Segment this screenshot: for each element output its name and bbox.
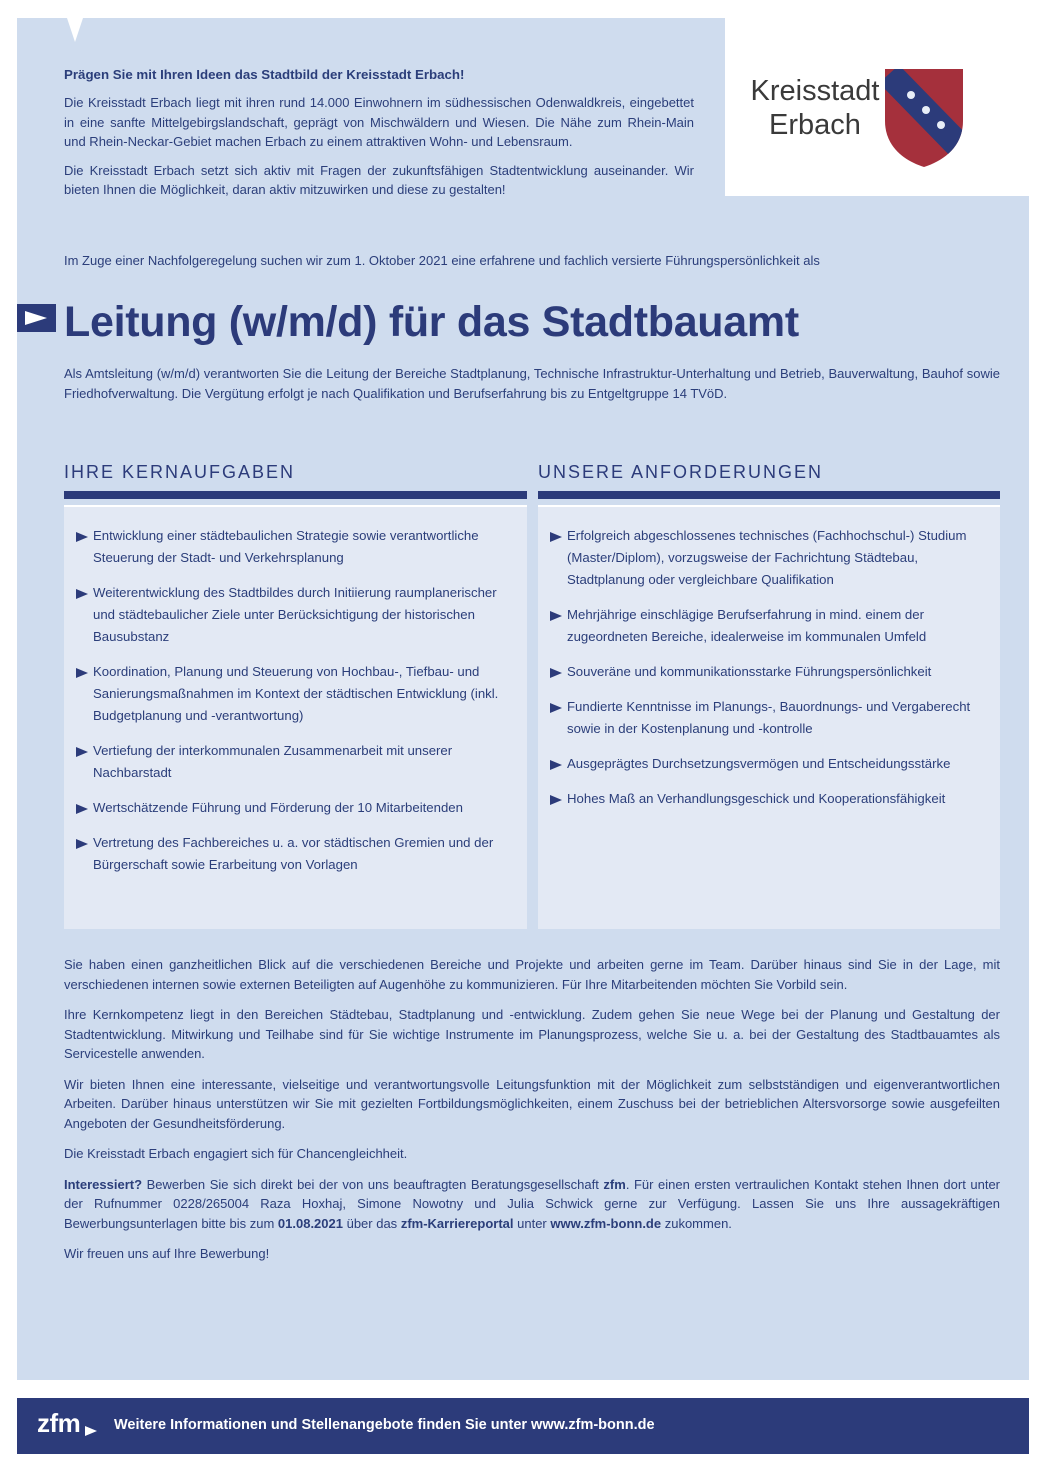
task-item xyxy=(76,832,509,876)
tasks-list xyxy=(76,525,509,876)
bullet-arrow-icon xyxy=(550,795,562,805)
bullet-arrow-icon xyxy=(550,611,562,621)
bullet-arrow-icon xyxy=(76,589,88,599)
requirement-text: Fundierte Kenntnisse im Planungs-, Bauordnungs- und Vergaberecht sowie in der Kostenplanung und -kontrolle xyxy=(567,699,971,736)
requirement-text: Ausgeprägtes Durchsetzungsvermögen und Entscheidungsstärke xyxy=(567,756,951,771)
bullet-arrow-icon xyxy=(76,839,88,849)
requirement-text: Mehrjährige einschlägige Berufserfahrung in mind. einem der zugeordneten Bereiche, idealerweise im kommunalen Umfeld xyxy=(567,607,927,644)
tasks-box xyxy=(64,505,527,929)
requirement-text: Erfolgreich abgeschlossenes technisches (Fachhochschul-) Studium (Master/Diplom), vorzugsweise der Fachrichtung Städtebau, Stadtplanung oder vergleichbare Qualifikation xyxy=(567,528,967,587)
body-paragraph-4: Die Kreisstadt Erbach engagiert sich für Chancengleichheit. xyxy=(64,1146,408,1161)
panel-notch xyxy=(67,18,83,42)
job-ad-panel xyxy=(17,18,1029,1380)
task-text: Entwicklung einer städtebaulichen Strategie sowie verantwortliche Steuerung der Stadt- und Verkehrsplanung xyxy=(93,528,479,565)
task-item xyxy=(76,582,509,648)
contact-deadline: 01.08.2021 xyxy=(277,1215,343,1231)
task-item xyxy=(76,797,509,819)
bullet-arrow-icon xyxy=(550,668,562,678)
task-item xyxy=(76,661,509,727)
zfm-arrow-icon xyxy=(85,1426,97,1436)
contact-text-2: . Für einen ersten vertraulichen Kontakt stehen Ihnen dort unter der Rufnummer 0228/265004 Raza Hoxhaj, Simone Nowotny und Julia Schwick gerne zur Verfügung. Lassen Sie uns Ihre aussagekräftigen Bewerbungsunterlagen bitte bis zum xyxy=(64,1176,1001,1231)
intro-paragraph-1: Die Kreisstadt Erbach liegt mit ihren rund 14.000 Einwohnern im südhessischen Odenwaldkreis, eingebettet in eine sanfte Mittelgebirgslandschaft, geprägt von Mischwäldern und Wiesen. Die Nähe zum Rhein-Main und Rhein-Neckar-Gebiet machen Erbach zu einem attraktiven Wohn- und Lebensraum. xyxy=(64,95,694,149)
bullet-arrow-icon xyxy=(76,532,88,542)
task-text: Weiterentwicklung des Stadtbildes durch Initiierung raumplanerischer und städtebaulicher Ziele unter Berücksichtigung der historischen Bausubstanz xyxy=(93,585,497,644)
contact-portal: zfm-Karriereportal xyxy=(400,1215,514,1231)
zfm-logo: zfm xyxy=(37,1408,81,1438)
bullet-arrow-icon xyxy=(76,747,88,757)
task-text: Wertschätzende Führung und Förderung der 10 Mitarbeitenden xyxy=(93,800,463,815)
requirement-item xyxy=(550,753,982,775)
contact-text-4: unter xyxy=(513,1215,551,1231)
intro-title: Prägen Sie mit Ihren Ideen das Stadtbild der Kreisstadt Erbach! xyxy=(64,67,465,82)
requirement-text: Hohes Maß an Verhandlungsgeschick und Kooperationsfähigkeit xyxy=(567,791,946,806)
bullet-arrow-icon xyxy=(76,804,88,814)
job-title: Leitung (w/m/d) für das Stadtbauamt xyxy=(64,298,799,346)
intro-section xyxy=(64,66,694,209)
requirements-rule xyxy=(538,491,1000,499)
bullet-arrow-icon xyxy=(550,532,562,542)
task-item xyxy=(76,740,509,784)
closing-line: Wir freuen uns auf Ihre Bewerbung! xyxy=(64,1246,270,1261)
title-arrow-icon xyxy=(17,304,56,332)
tasks-rule xyxy=(64,491,527,499)
crest-star-3 xyxy=(937,121,945,129)
crest-star-1 xyxy=(907,91,915,99)
job-summary: Als Amtsleitung (w/m/d) verantworten Sie die Leitung der Bereiche Stadtplanung, Technische Infrastruktur-Unterhaltung und Betrieb, Bauverwaltung, Bauhof sowie Friedhofverwaltung. Die Vergütung erfolgt je nach Qualifikation und Berufserfahrung bis zu Entgeltgruppe 14 TVöD. xyxy=(64,366,1000,401)
bullet-arrow-icon xyxy=(76,668,88,678)
body-paragraph-3: Wir bieten Ihnen eine interessante, vielseitige und verantwortungsvolle Leitungsfunktion mit der Möglichkeit zum selbstständigen und eigenverantwortlichen Arbeiten. Darüber hinaus unterstützen wir Sie mit gezielten Fortbildungsmöglichkeiten, einem Zuschuss bei der betrieblichen Altersvorsorge sowie ausgefeilten Angeboten der Gesundheitsförderung. xyxy=(64,1076,1000,1131)
logo-box xyxy=(725,18,1029,196)
task-text: Vertiefung der interkommunalen Zusammenarbeit mit unserer Nachbarstadt xyxy=(93,743,453,780)
bullet-arrow-icon xyxy=(550,703,562,713)
requirements-heading: UNSERE ANFORDERUNGEN xyxy=(538,462,824,482)
requirements-list xyxy=(550,525,982,810)
task-text: Vertretung des Fachbereiches u. a. vor städtischen Gremien und der Bürgerschaft sowie Erarbeitung von Vorlagen xyxy=(93,835,494,872)
crest-star-2 xyxy=(922,106,930,114)
contact-url: www.zfm-bonn.de xyxy=(550,1215,662,1231)
body-paragraph-2: Ihre Kernkompetenz liegt in den Bereichen Städtebau, Stadtplanung und -entwicklung. Zudem gehen Sie neue Wege bei der Planung und Gestaltung der Stadtentwicklung. Mitwirkung und Teilhabe sind für Sie wichtige Instrumente im Planungsprozess, welche Sie u. a. bei der Gestaltung des Stadtbauamtes als Servicestelle anwenden. xyxy=(64,1007,1000,1061)
contact-text-3: über das xyxy=(342,1215,401,1231)
body-paragraph-1: Sie haben einen ganzheitlichen Blick auf die verschiedenen Bereiche und Projekte und arbeiten gerne im Team. Darüber hinaus sind Sie in der Lage, mit verschiedenen internen sowie externen Beteiligten auf Augenhöhe zu kommunizieren. Für Ihre Mitarbeitenden möchten Sie Vorbild sein. xyxy=(64,957,1000,992)
contact-text-1: Bewerben Sie sich direkt bei der von uns beauftragten Beratungsgesellschaft xyxy=(142,1176,604,1192)
logo-wordmark xyxy=(745,74,885,142)
requirement-item xyxy=(550,788,982,810)
requirement-text: Souveräne und kommunikationsstarke Führungspersönlichkeit xyxy=(567,664,932,679)
requirement-item xyxy=(550,604,982,648)
requirements-box xyxy=(538,505,1000,929)
contact-text-5: zukommen. xyxy=(661,1215,732,1231)
bullet-arrow-icon xyxy=(550,760,562,770)
erbach-coat-of-arms-icon xyxy=(885,69,963,167)
contact-firm: zfm xyxy=(603,1176,626,1192)
requirement-item xyxy=(550,661,982,683)
logo-line-2: Erbach xyxy=(769,109,861,141)
footer-bar xyxy=(17,1398,1029,1454)
requirement-item xyxy=(550,696,982,740)
intro-lead: Im Zuge einer Nachfolgeregelung suchen wir zum 1. Oktober 2021 eine erfahrene und fachlich versierte Führungspersönlichkeit als xyxy=(64,253,820,268)
tasks-heading: IHRE KERNAUFGABEN xyxy=(64,462,296,482)
contact-paragraph xyxy=(64,1175,1000,1234)
footer-text: Weitere Informationen und Stellenangebote finden Sie unter www.zfm-bonn.de xyxy=(114,1417,655,1433)
intro-paragraph-2: Die Kreisstadt Erbach setzt sich aktiv mit Fragen der zukunftsfähigen Stadtentwicklung auseinander. Wir bieten Ihnen die Möglichkeit, daran aktiv mitzuwirken und diese zu gestalten! xyxy=(64,162,694,197)
body-section xyxy=(64,955,1000,1275)
task-text: Koordination, Planung und Steuerung von Hochbau-, Tiefbau- und Sanierungsmaßnahmen im Kontext der städtischen Entwicklung (inkl. Budgetplanung und -verantwortung) xyxy=(93,664,499,723)
requirement-item xyxy=(550,525,982,591)
logo-line-1: Kreisstadt xyxy=(750,75,880,107)
task-item xyxy=(76,525,509,569)
contact-lead: Interessiert? xyxy=(64,1176,143,1192)
